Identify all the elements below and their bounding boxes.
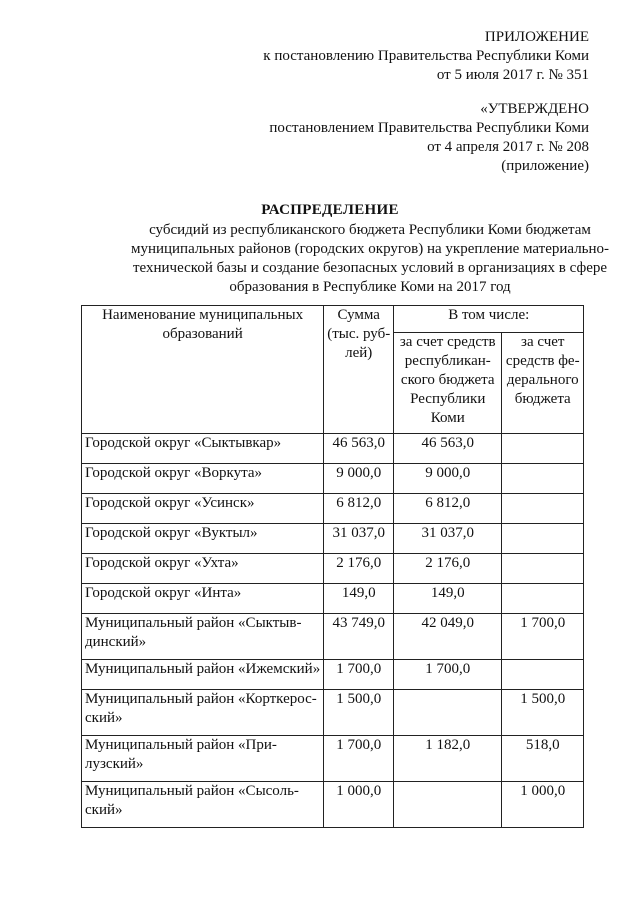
cell-municipality — [82, 736, 324, 782]
table-row — [82, 660, 584, 690]
cell-sum: 1 500,0 — [324, 690, 394, 736]
cell-municipality — [82, 494, 324, 524]
table-row — [82, 736, 584, 782]
subtitle-line: технической базы и создание безопасных условий в организациях в сфере — [132, 260, 608, 276]
cell-sum: 46 563,0 — [324, 434, 394, 464]
cell-sum: 1 700,0 — [324, 736, 394, 782]
cell-sum: 6 812,0 — [324, 494, 394, 524]
header-including: В том числе: — [394, 306, 584, 333]
table-row — [82, 782, 584, 828]
cell-republic-budget — [394, 690, 502, 736]
header-name — [82, 306, 324, 434]
municipality-name-line: Муниципальный район «При- — [85, 737, 277, 753]
header-sum-line: (тыс. руб- — [327, 326, 391, 342]
distribution-table — [81, 305, 584, 828]
municipality-name-line: ский» — [85, 710, 123, 726]
cell-republic-budget: 2 176,0 — [394, 554, 502, 584]
header-sum-line: Сумма — [337, 307, 380, 323]
cell-sum: 43 749,0 — [324, 614, 394, 660]
header-name-line: образований — [162, 326, 243, 342]
subtitle-line: муниципальных районов (городских округов) на укрепление материально- — [130, 241, 610, 257]
municipality-name-line: Муниципальный район «Сыктыв- — [85, 615, 302, 631]
document-subtitle — [80, 221, 640, 297]
table-row — [82, 614, 584, 660]
header-federal-line: за счет — [521, 334, 565, 350]
cell-municipality — [82, 660, 324, 690]
cell-municipality — [82, 614, 324, 660]
cell-republic-budget: 149,0 — [394, 584, 502, 614]
header-republic-line: Коми — [430, 410, 465, 426]
approved-date: от 4 апреля 2017 г. № 208 — [427, 139, 589, 155]
cell-municipality — [82, 434, 324, 464]
header-republic-line: ского бюджета — [400, 372, 495, 388]
municipality-name-line: Городской округ «Вуктыл» — [85, 525, 258, 541]
cell-federal-budget: 1 000,0 — [502, 782, 584, 828]
cell-sum: 149,0 — [324, 584, 394, 614]
cell-sum: 9 000,0 — [324, 464, 394, 494]
header-republic-line: Республики — [410, 391, 486, 407]
header-sum — [324, 306, 394, 434]
municipality-name-line: Городской округ «Воркута» — [85, 465, 262, 481]
table-row — [82, 494, 584, 524]
cell-federal-budget — [502, 434, 584, 464]
table-header-row — [82, 306, 584, 333]
header-republic-budget — [394, 333, 502, 434]
cell-municipality — [82, 554, 324, 584]
cell-sum: 1 700,0 — [324, 660, 394, 690]
annex-resolution: к постановлению Правительства Республики Коми — [263, 48, 589, 64]
header-name-line: Наименование муниципальных — [102, 307, 304, 323]
cell-federal-budget: 1 500,0 — [502, 690, 584, 736]
annex-block — [263, 28, 589, 85]
cell-federal-budget: 1 700,0 — [502, 614, 584, 660]
municipality-name-line: Муниципальный район «Ижемский» — [85, 661, 321, 677]
table-body — [82, 434, 584, 828]
cell-republic-budget: 6 812,0 — [394, 494, 502, 524]
cell-republic-budget — [394, 782, 502, 828]
header-federal-line: бюджета — [514, 391, 571, 407]
cell-municipality — [82, 690, 324, 736]
header-republic-line: республикан- — [404, 353, 491, 369]
municipality-name-line: Городской округ «Усинск» — [85, 495, 255, 511]
cell-federal-budget — [502, 464, 584, 494]
annex-label: ПРИЛОЖЕНИЕ — [484, 29, 589, 45]
approved-resolution: постановлением Правительства Республики Коми — [269, 120, 589, 136]
cell-sum: 1 000,0 — [324, 782, 394, 828]
header-federal-budget — [502, 333, 584, 434]
municipality-name-line: ский» — [85, 802, 123, 818]
subtitle-line: субсидий из республиканского бюджета Республики Коми бюджетам — [149, 222, 591, 238]
municipality-name-line: Муниципальный район «Сысоль- — [85, 783, 299, 799]
approved-block — [269, 100, 589, 176]
cell-municipality — [82, 524, 324, 554]
cell-federal-budget — [502, 660, 584, 690]
cell-federal-budget — [502, 524, 584, 554]
approved-label: «УТВЕРЖДЕНО — [480, 101, 589, 117]
municipality-name-line: Городской округ «Инта» — [85, 585, 242, 601]
cell-republic-budget: 42 049,0 — [394, 614, 502, 660]
municipality-name-line: динский» — [85, 634, 147, 650]
cell-republic-budget: 1 182,0 — [394, 736, 502, 782]
document-title: РАСПРЕДЕЛЕНИЕ — [261, 202, 399, 218]
subtitle-line: образования в Республике Коми на 2017 год — [229, 279, 511, 295]
header-federal-line: дерального — [506, 372, 579, 388]
cell-federal-budget — [502, 554, 584, 584]
cell-republic-budget: 9 000,0 — [394, 464, 502, 494]
cell-sum: 31 037,0 — [324, 524, 394, 554]
approved-note: (приложение) — [501, 158, 589, 174]
municipality-name-line: Городской округ «Сыктывкар» — [85, 435, 282, 451]
cell-republic-budget: 46 563,0 — [394, 434, 502, 464]
table-row — [82, 690, 584, 736]
cell-republic-budget: 1 700,0 — [394, 660, 502, 690]
header-sum-line: лей) — [345, 345, 373, 361]
header-republic-line: за счет средств — [399, 334, 496, 350]
header-federal-line: средств фе- — [505, 353, 580, 369]
cell-republic-budget: 31 037,0 — [394, 524, 502, 554]
annex-date: от 5 июля 2017 г. № 351 — [436, 67, 589, 83]
table-row — [82, 464, 584, 494]
table-row — [82, 434, 584, 464]
cell-federal-budget — [502, 494, 584, 524]
municipality-name-line: лузский» — [85, 756, 144, 772]
municipality-name-line: Городской округ «Ухта» — [85, 555, 239, 571]
cell-municipality — [82, 782, 324, 828]
cell-federal-budget — [502, 584, 584, 614]
table-row — [82, 524, 584, 554]
cell-sum: 2 176,0 — [324, 554, 394, 584]
cell-municipality — [82, 584, 324, 614]
table-row — [82, 554, 584, 584]
cell-federal-budget: 518,0 — [502, 736, 584, 782]
cell-municipality — [82, 464, 324, 494]
municipality-name-line: Муниципальный район «Корткерос- — [85, 691, 317, 707]
table-row — [82, 584, 584, 614]
